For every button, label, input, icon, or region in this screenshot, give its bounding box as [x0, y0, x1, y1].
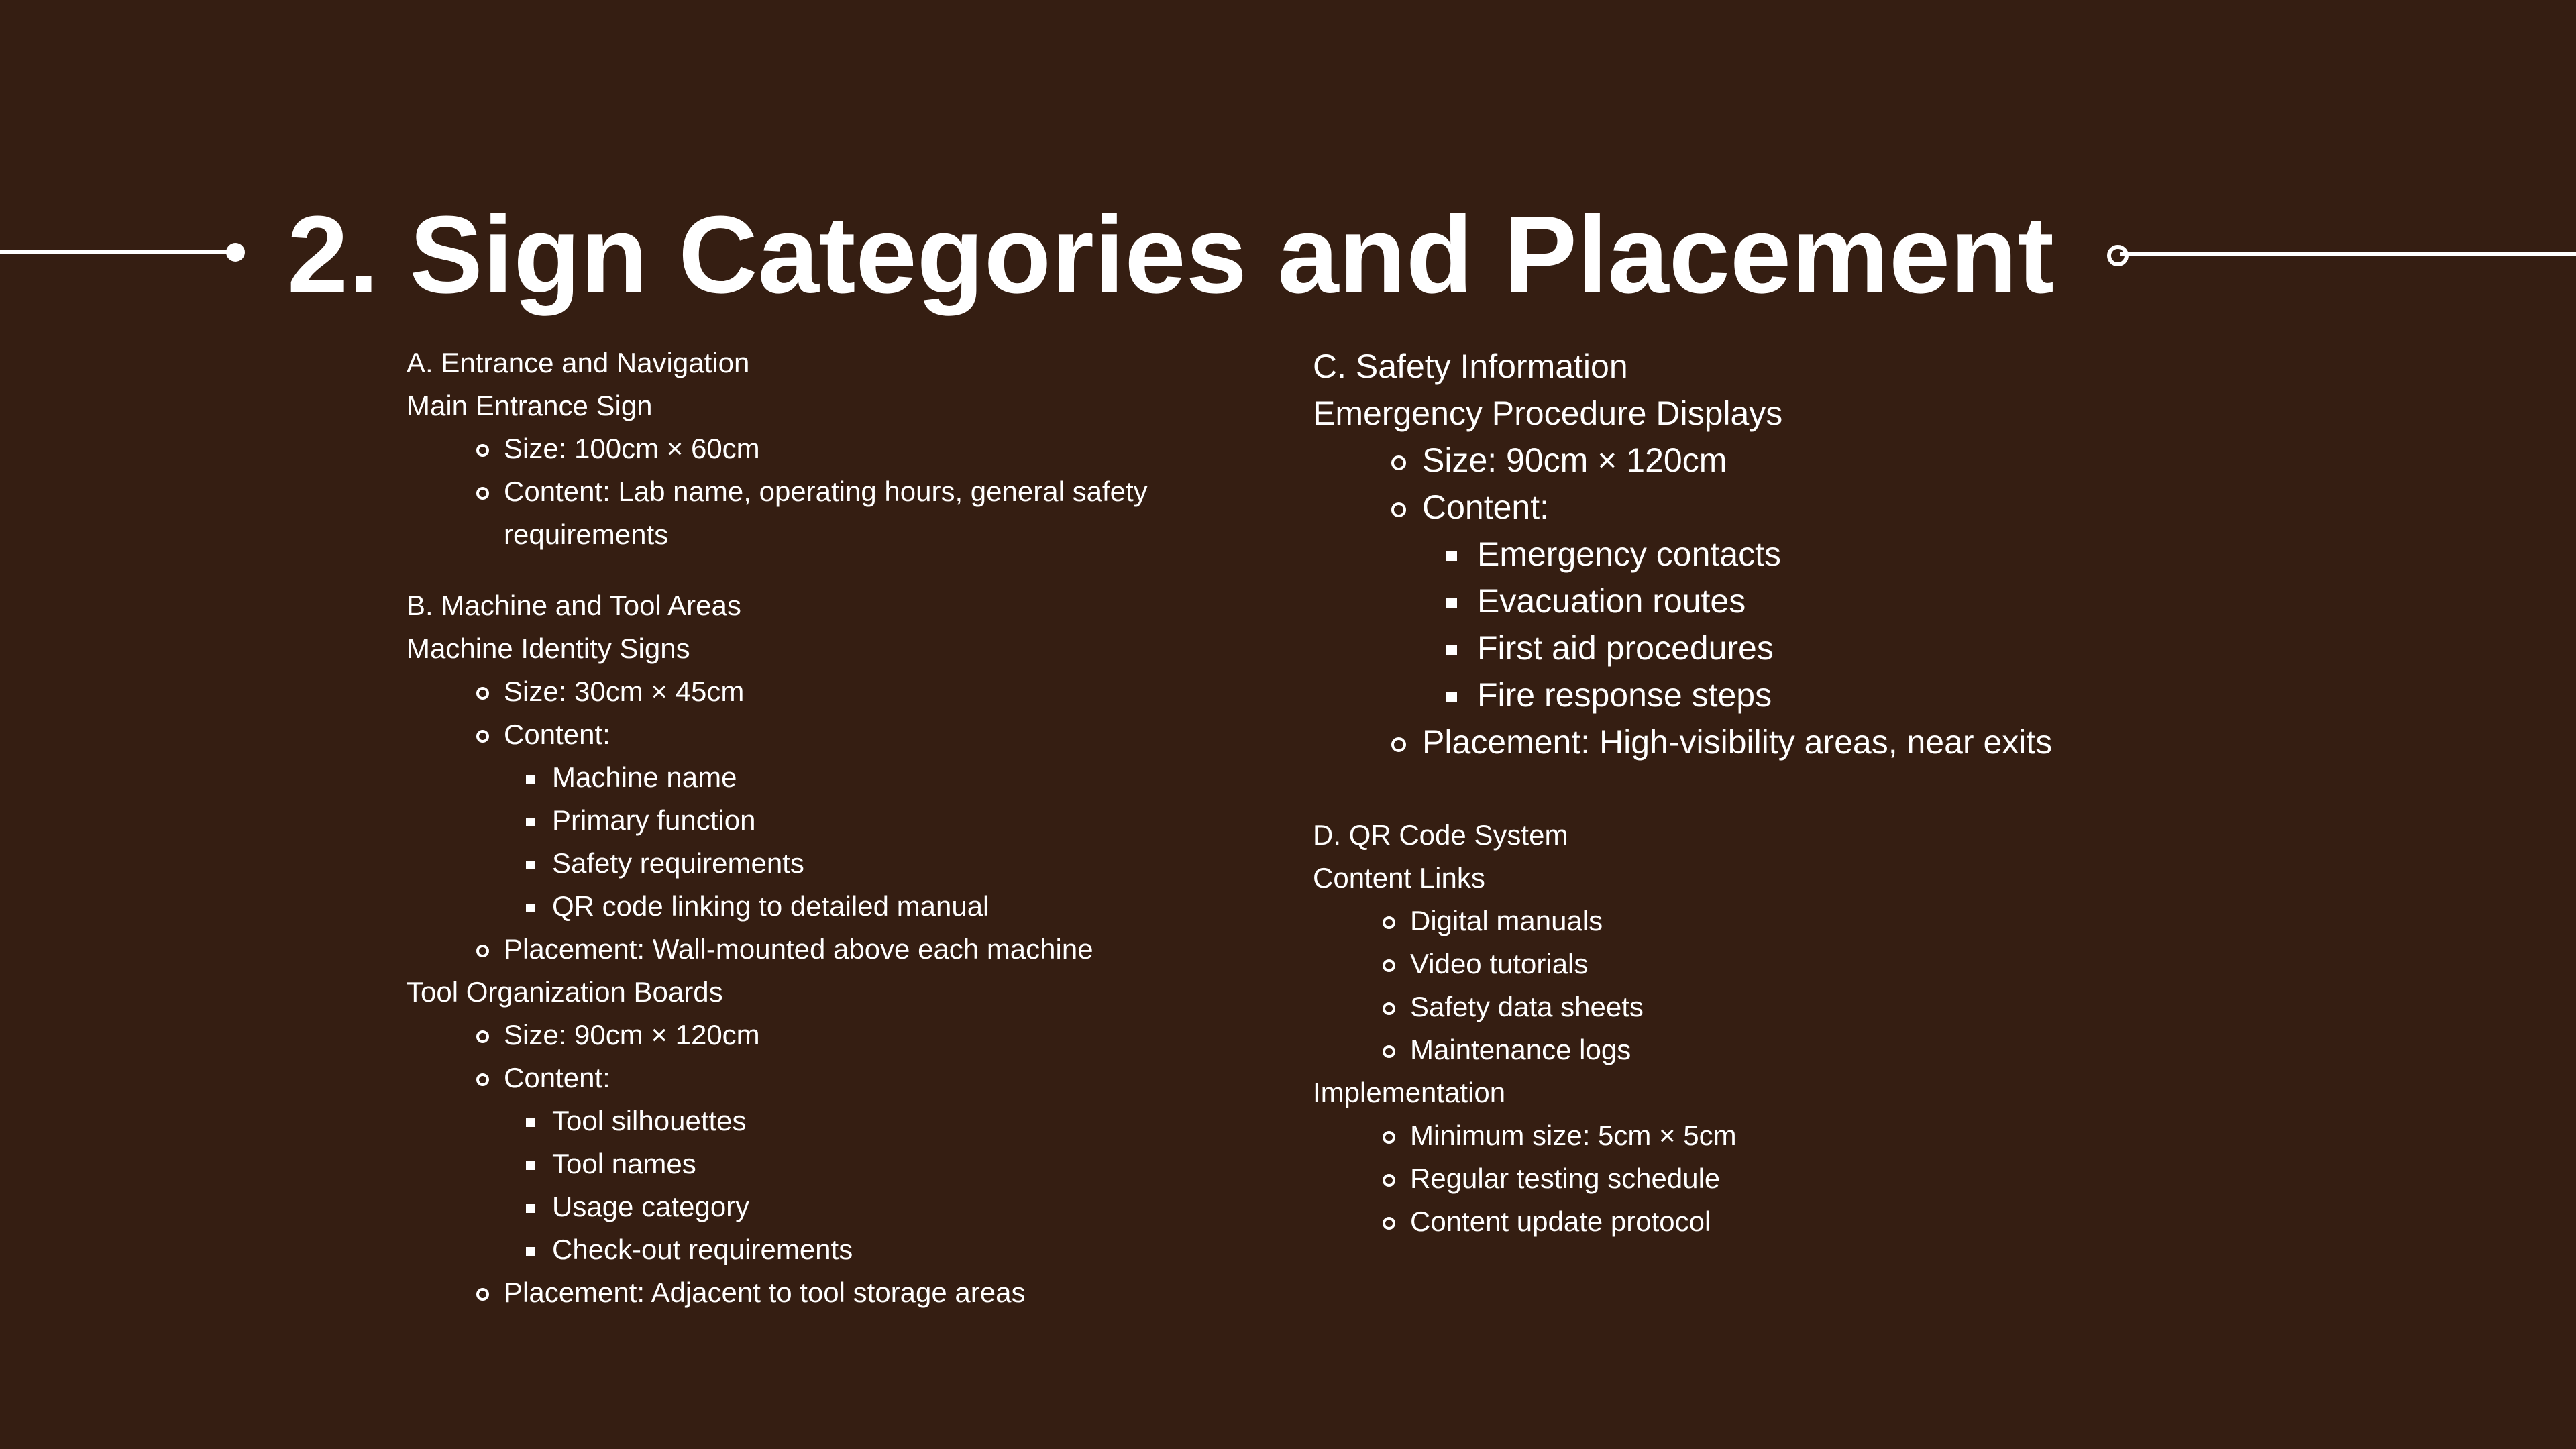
square-bullet-icon: [526, 1204, 535, 1213]
list-item: First aid procedures: [1313, 625, 2052, 672]
implementation-label: Implementation: [1313, 1077, 1506, 1108]
square-bullet-icon: [1446, 551, 1457, 561]
square-bullet-icon: [1446, 692, 1457, 702]
list-item: Content:: [407, 1057, 1148, 1099]
list-item: Emergency contacts: [1313, 531, 2052, 578]
list-item: Digital manuals: [1313, 900, 1737, 943]
hollow-bullet-icon: [476, 730, 489, 743]
list-item: Machine name: [407, 756, 1148, 799]
list-item: Fire response steps: [1313, 672, 2052, 718]
list-item: Size: 30cm × 45cm: [407, 670, 1148, 713]
title-rule-left: [0, 250, 231, 254]
hollow-bullet-icon: [476, 1030, 489, 1043]
section-c: [1313, 343, 2052, 765]
list-item-continuation: requirements: [504, 519, 669, 550]
hollow-bullet-icon: [476, 1073, 489, 1086]
list-item: Regular testing schedule: [1313, 1157, 1737, 1200]
list-item: Content: Lab name, operating hours, general safety: [407, 470, 1148, 513]
hollow-bullet-icon: [1383, 1217, 1395, 1230]
square-bullet-icon: [526, 775, 535, 784]
emergency-procedure-displays-label: Emergency Procedure Displays: [1313, 394, 1783, 432]
hollow-bullet-icon: [1383, 1045, 1395, 1058]
tool-organization-boards-label: Tool Organization Boards: [407, 976, 723, 1008]
hollow-bullet-icon: [1391, 502, 1406, 517]
list-item: QR code linking to detailed manual: [407, 885, 1148, 928]
hollow-bullet-icon: [476, 1288, 489, 1301]
hollow-bullet-icon: [1383, 1002, 1395, 1015]
machine-identity-signs-label: Machine Identity Signs: [407, 633, 690, 664]
list-item: Size: 100cm × 60cm: [407, 427, 1148, 470]
title-rule-left-dot: [226, 243, 245, 262]
square-bullet-icon: [526, 861, 535, 869]
content-links-label: Content Links: [1313, 862, 1485, 894]
hollow-bullet-icon: [1383, 1131, 1395, 1144]
list-item: Minimum size: 5cm × 5cm: [1313, 1114, 1737, 1157]
list-item: Evacuation routes: [1313, 578, 2052, 625]
hollow-bullet-icon: [476, 444, 489, 457]
title-rule-right-ring: [2107, 245, 2129, 266]
hollow-bullet-icon: [1383, 1174, 1395, 1187]
page-title: 2. Sign Categories and Placement: [287, 193, 2054, 316]
square-bullet-icon: [526, 818, 535, 826]
square-bullet-icon: [526, 1161, 535, 1170]
square-bullet-icon: [526, 1247, 535, 1256]
section-c-heading: C. Safety Information: [1313, 347, 1628, 385]
section-b-heading: B. Machine and Tool Areas: [407, 590, 741, 621]
section-d-heading: D. QR Code System: [1313, 819, 1568, 851]
title-rule-right: [2120, 252, 2576, 256]
section-a-heading: A. Entrance and Navigation: [407, 347, 750, 378]
list-item: Maintenance logs: [1313, 1028, 1737, 1071]
list-item: Safety requirements: [407, 842, 1148, 885]
hollow-bullet-icon: [1383, 916, 1395, 929]
hollow-bullet-icon: [1391, 455, 1406, 470]
list-item: Tool names: [407, 1142, 1148, 1185]
square-bullet-icon: [1446, 645, 1457, 655]
list-item: Content update protocol: [1313, 1200, 1737, 1243]
list-item: Primary function: [407, 799, 1148, 842]
hollow-bullet-icon: [1391, 737, 1406, 752]
square-bullet-icon: [1446, 598, 1457, 608]
list-item: Placement: Adjacent to tool storage areas: [407, 1271, 1148, 1314]
list-item: Size: 90cm × 120cm: [1313, 437, 2052, 484]
list-item: Size: 90cm × 120cm: [407, 1014, 1148, 1057]
hollow-bullet-icon: [476, 687, 489, 700]
list-item: Video tutorials: [1313, 943, 1737, 985]
square-bullet-icon: [526, 1118, 535, 1127]
list-item: Tool silhouettes: [407, 1099, 1148, 1142]
left-column: [407, 341, 1148, 1314]
hollow-bullet-icon: [476, 945, 489, 957]
section-d: [1313, 814, 1737, 1243]
square-bullet-icon: [526, 904, 535, 912]
list-item: Safety data sheets: [1313, 985, 1737, 1028]
list-item: Placement: Wall-mounted above each machine: [407, 928, 1148, 971]
main-entrance-sign-label: Main Entrance Sign: [407, 390, 653, 421]
hollow-bullet-icon: [1383, 959, 1395, 972]
list-item: Content:: [407, 713, 1148, 756]
list-item: Usage category: [407, 1185, 1148, 1228]
list-item: Content:: [1313, 484, 2052, 531]
hollow-bullet-icon: [476, 487, 489, 500]
list-item: Check-out requirements: [407, 1228, 1148, 1271]
list-item: Placement: High-visibility areas, near exits: [1313, 718, 2052, 765]
